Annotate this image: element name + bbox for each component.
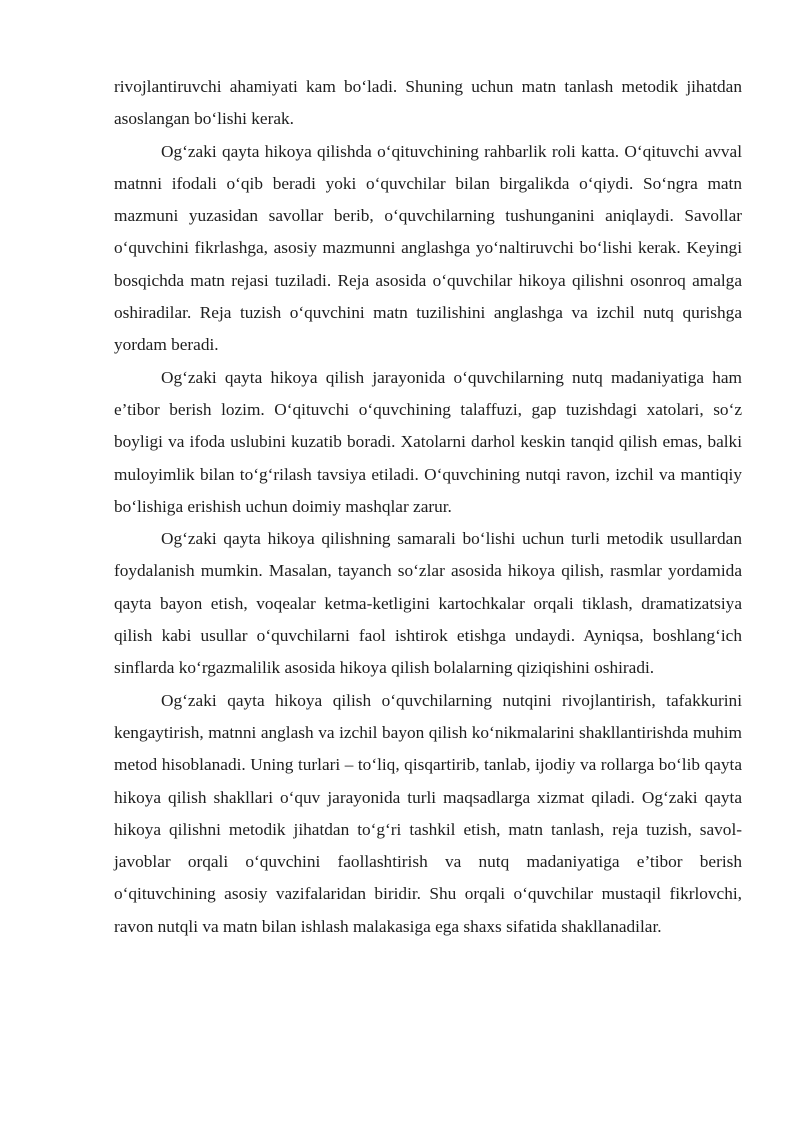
paragraph-teacher-role: Og‘zaki qayta hikoya qilishda o‘qituvchining rahbarlik roli katta. O‘qituvchi avval matnni ifodali o‘qib beradi yoki o‘quvchilar bilan birgalikda o‘qiydi. So‘ngra matn mazmuni yuzasidan savollar berib, o‘quvchilarning tushunganini aniqlaydi. Savollar o‘quvchini fikrlashga, asosiy mazmunni anglashga yo‘naltiruvchi bo‘lishi kerak. Keyingi bosqichda matn rejasi tuziladi. Reja asosida o‘quvchilar hikoya qilishni osonroq amalga oshiradilar. Reja tuzish o‘quvchini matn tuzilishini anglashga va izchil nutq qurishga yordam beradi. (114, 141, 742, 355)
paragraph-conclusion: Og‘zaki qayta hikoya qilish o‘quvchilarning nutqini rivojlantirish, tafakkurini kengaytirish, matnni anglash va izchil bayon qilish ko‘nikmalarini shakllantirishda muhim metod hisoblanadi. Uning turlari – to‘liq, qisqartirib, tanlab, ijodiy va rollarga bo‘lib qayta hikoya qilish shakllari o‘quv jarayonida turli maqsadlarga xizmat qiladi. Og‘zaki qayta hikoya qilishni metodik jihatdan to‘g‘ri tashkil etish, matn tanlash, reja tuzish, savol-javoblar orqali o‘quvchini faollashtirish va nutq madaniyatiga e’tibor berish o‘qituvchining asosiy vazifalaridan biridir. Shu orqali o‘quvchilar mustaqil fikrlovchi, ravon nutqli va matn bilan ishlash malakasiga ega shaxs sifatida shakllanadilar. (114, 690, 742, 936)
document-body (114, 71, 742, 943)
paragraph-methods: Og‘zaki qayta hikoya qilishning samarali bo‘lishi uchun turli metodik usullardan foydalanish mumkin. Masalan, tayanch so‘zlar asosida hikoya qilish, rasmlar yordamida qayta bayon etish, voqealar ketma-ketligini kartochkalar orqali tiklash, dramatizatsiya qilish kabi usullar o‘quvchilarni faol ishtirok etishga undaydi. Ayniqsa, boshlang‘ich sinflarda ko‘rgazmalilik asosida hikoya qilish bolalarning qiziqishini oshiradi. (114, 529, 742, 678)
paragraph-continuation: rivojlantiruvchi ahamiyati kam bo‘ladi. Shuning uchun matn tanlash metodik jihatdan asoslangan bo‘lishi kerak. (114, 77, 742, 129)
paragraph-speech-culture: Og‘zaki qayta hikoya qilish jarayonida o‘quvchilarning nutq madaniyatiga ham e’tibor berish lozim. O‘qituvchi o‘quvchining talaffuzi, gap tuzishdagi xatolari, so‘z boyligi va ifoda uslubini kuzatib boradi. Xatolarni darhol keskin tanqid qilish emas, balki muloyimlik bilan to‘g‘rilash tavsiya etiladi. O‘quvchining nutqi ravon, izchil va mantiqiy bo‘lishiga erishish uchun doimiy mashqlar zarur. (114, 367, 742, 516)
